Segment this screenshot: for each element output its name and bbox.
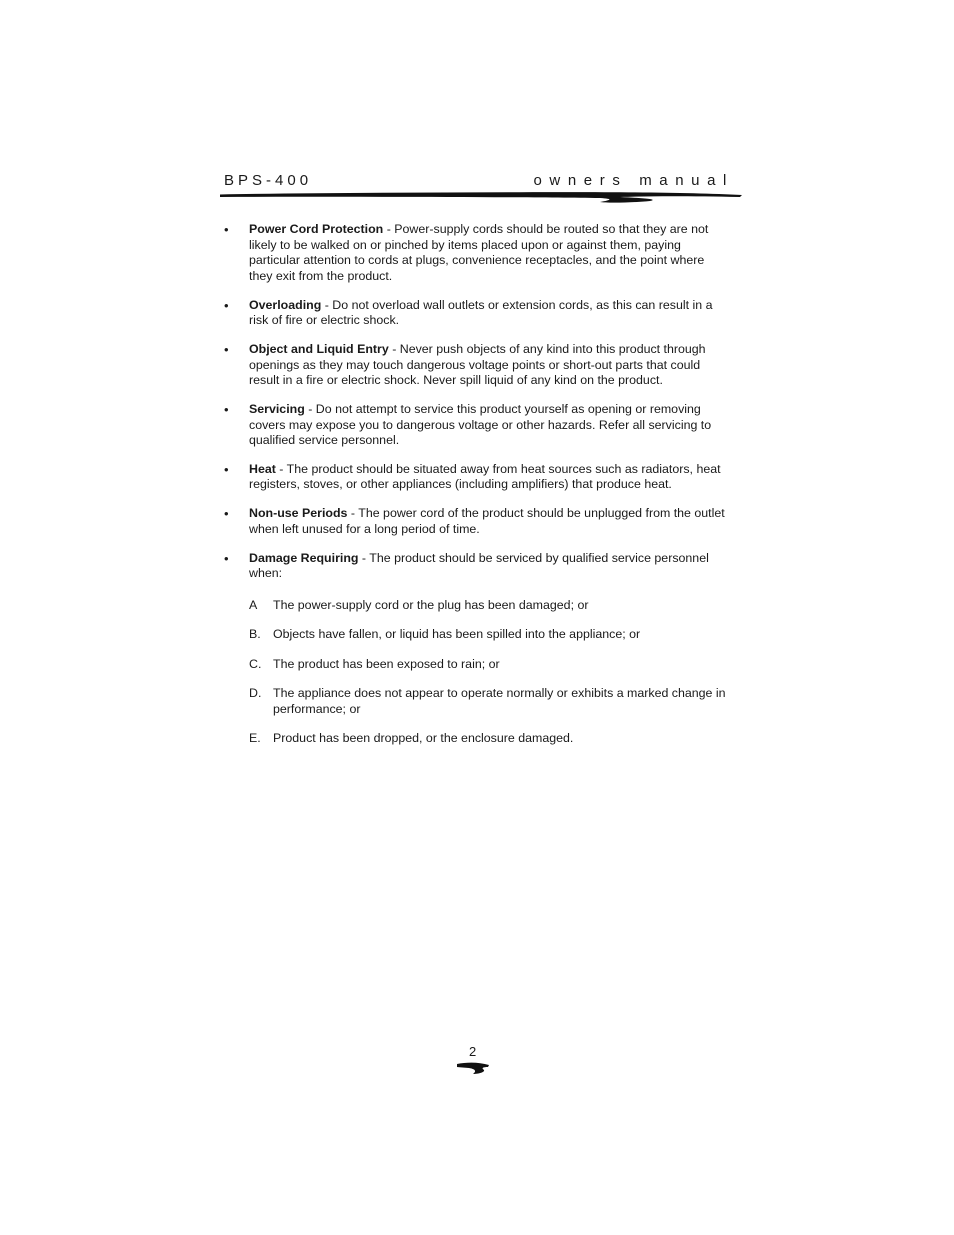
condition-letter: B.: [249, 627, 261, 642]
item-text: - The product should be serviced by qualified service personnel when:: [249, 550, 709, 581]
item-term: Heat: [249, 461, 276, 476]
item-term: Object and Liquid Entry: [249, 341, 389, 356]
list-item-damage-requiring: [224, 551, 729, 582]
condition-text: The product has been exposed to rain; or: [273, 656, 500, 671]
condition-item-b: [224, 627, 729, 643]
header-model: BPS-400: [224, 172, 313, 189]
condition-letter: D.: [249, 685, 262, 700]
condition-item-a: [224, 598, 729, 614]
list-item-heat: [224, 462, 729, 493]
item-term: Servicing: [249, 401, 305, 416]
bullet: •: [224, 461, 229, 477]
item-term: Power Cord Protection: [249, 222, 384, 236]
bullet: •: [224, 341, 229, 357]
bullet: •: [224, 506, 229, 522]
list-item-servicing: [224, 402, 729, 449]
header-title: owners manual: [533, 172, 734, 189]
list-item-overloading: [224, 298, 729, 329]
condition-item-d: [224, 686, 729, 717]
list-item-power-cord-protection: [224, 222, 729, 284]
page-number: 2: [469, 1044, 477, 1059]
condition-text: The power-supply cord or the plug has been damaged; or: [273, 597, 589, 612]
item-text: - The product should be situated away from heat sources such as radiators, heat registers, stoves, or other appliances (including amplifiers) that produce heat.: [249, 461, 721, 492]
safety-instructions: [224, 222, 729, 760]
bullet: •: [224, 297, 229, 313]
item-text: - Do not attempt to service this product yourself as opening or removing covers may expose you to dangerous voltage or other hazards. Refer all servicing to qualified service personnel.: [249, 401, 712, 448]
condition-text: Product has been dropped, or the enclosure damaged.: [273, 730, 574, 745]
item-term: Overloading: [249, 297, 322, 312]
list-item-object-liquid-entry: [224, 342, 729, 389]
bullet: •: [224, 550, 229, 566]
item-term: Non-use Periods: [249, 506, 348, 521]
condition-letter: E.: [249, 730, 261, 745]
condition-item-c: [224, 657, 729, 673]
condition-text: The appliance does not appear to operate normally or exhibits a marked change in performance; or: [273, 685, 726, 716]
item-text: - The power cord of the product should be unplugged from the outlet when left unused for a long period of time.: [249, 506, 725, 536]
condition-item-e: [224, 731, 729, 747]
item-term: Damage Requiring: [249, 550, 359, 565]
condition-text: Objects have fallen, or liquid has been spilled into the appliance; or: [273, 627, 641, 642]
bullet: •: [224, 222, 229, 237]
condition-letter: A: [249, 597, 258, 612]
bullet: •: [224, 401, 229, 417]
header-brush-rule: [220, 190, 742, 206]
item-text: - Do not overload wall outlets or extension cords, as this can result in a risk of fire or electric shock.: [249, 297, 713, 328]
page-number-brush-mark: [455, 1058, 495, 1078]
condition-letter: C.: [249, 656, 262, 671]
item-text: - Never push objects of any kind into this product through openings as they may touch dangerous voltage points or short-out parts that could result in a fire or electric shock. Never spill liquid of any kind on the product.: [249, 341, 706, 388]
list-item-non-use-periods: [224, 506, 729, 537]
item-text: - Power-supply cords should be routed so that they are not likely to be walked on or pinched by items placed upon or against them, paying particular attention to cords at plugs, convenience receptacles, and the point where they exit from the product.: [249, 222, 709, 283]
